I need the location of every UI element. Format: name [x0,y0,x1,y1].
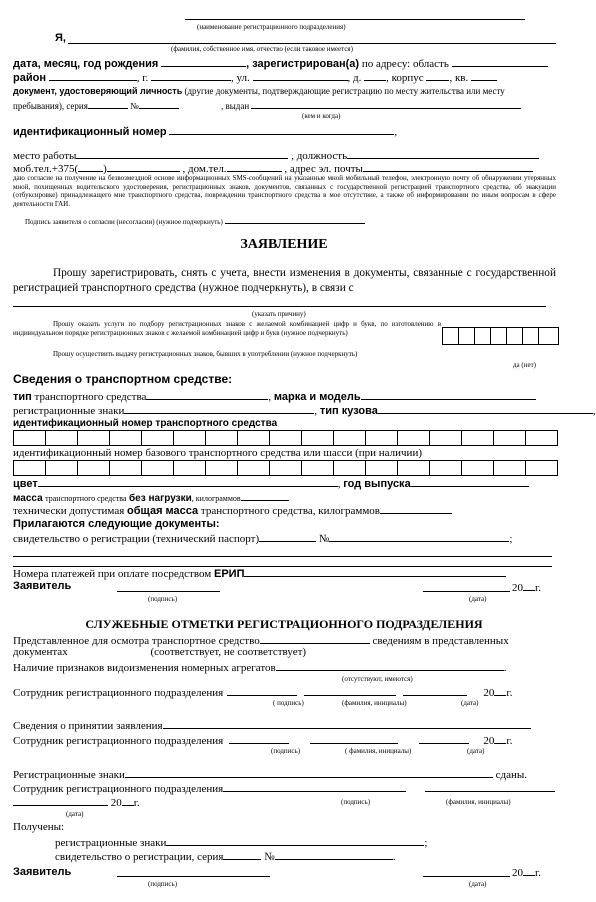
used-plates-text: Прошу осуществить выдачу регистрационных знаков, бывших в употреблении (нужное подчеркнуть) [53,350,358,358]
statement-text: Прошу зарегистрировать, снять с учета, внести изменения в документы, связанные с государственной регистрацией транспортного средства (нужное подчеркнуть), в связи с [13,267,556,294]
officer3-sign-caption: (подпись) [341,798,371,806]
officer3-date-row: 20 г. [13,795,556,810]
accept-row: Сведения о принятии заявления [13,718,556,733]
address-row: район , г. , ул. , д. , корпус , кв. [13,70,556,85]
consent-sign: Подпись заявителя о согласии (несогласии) (нужное подчеркнуть) [25,216,365,226]
id-doc-row: документ, удостоверяющий личность (другие документы, подтверждающие регистрацию по месту жительства или месту [13,86,505,96]
max-mass-row: технически допустимая общая масса транспортного средства, килограммов [13,503,556,518]
payments-row: Номера платежей при оплате посредством ЕРИП [13,566,556,581]
officer2-fio-caption: ( фамилия, инициалы) [345,747,412,755]
recv-plates-row: регистрационные знаки ; [55,837,428,849]
type-row: тип транспортного средства , марка и модель [13,389,556,404]
vin-label: идентификационный номер транспортного средства [13,418,278,429]
applicant2-date-caption: (дата) [469,880,487,888]
plate-service-text: Прошу оказать услуги по подбору регистрационных знаков с желаемой комбинацией цифр и букв, по изготовлению в индивидуальном порядке регистрационных знаков с желаемой комбинацией цифр и букв (нужное подчеркнуть) [13,320,441,337]
unit-name-line [185,19,525,20]
mass-row: масса транспортного средства без нагрузки, килограммов [13,490,556,505]
officer3-row: Сотрудник регистрационного подразделения [13,781,556,796]
chassis-label: идентификационный номер базового транспортного средства или шасси (при наличии) [13,447,422,459]
applicant-sign-line[interactable] [117,591,220,592]
vin-boxes[interactable] [13,430,558,446]
contacts-row: моб.тел.+375( ) , дом.тел. , адрес эл. почты [13,161,556,176]
stay-row: пребывания), серия № , выдан [13,98,556,113]
unit-caption: (наименование регистрационного подразделения) [197,23,346,31]
applicant-date-line[interactable] [423,591,510,592]
officer2-row: Сотрудник регистрационного подразделения 20 г. [13,735,513,747]
officer-date-caption: (дата) [461,699,479,707]
fio-line[interactable] [68,43,556,44]
plate-combination-boxes[interactable] [442,327,559,345]
idnum-row: идентификационный номер , [13,126,398,138]
work-row: место работы , должность [13,148,556,163]
signs-caption: (отсутствуют, имеются) [342,675,413,683]
plates-row: регистрационные знаки , тип кузова , [13,405,596,417]
date-caption: (дата) [469,595,487,603]
applicant2-date-line[interactable] [423,876,510,877]
officer3-fio-caption: (фамилия, инициалы) [446,798,511,806]
consent-text: даю согласие на получение на безвозмездной основе информационных SMS-сообщений на указанные мной мобильный телефон, электронную почту об обнаружении утерянных мной, похищенных водительского удостоверения, регистрационных знаков, документов, связанных с государственной регистрацией транспортного средства, об эвакуации (отбуксировке) принадлежащего мне транспортного средства, повреждении транспортного средства в мое отсутствие, а также об информировании по иным вопросам в сфере деятельности ГАИ. [13,174,556,208]
issued-caption: (кем и когда) [302,112,341,120]
dob-row: дата, месяц, год рождения , зарегистрирован(а) по адресу: область [13,56,556,71]
statement-title: ЗАЯВЛЕНИЕ [240,237,328,252]
reason-caption: (указать причину) [252,310,306,318]
yes-no: да (нет) [513,361,536,369]
signs-row: Наличие признаков видоизменения номерных агрегатов . [13,662,507,674]
vehicle-heading: Сведения о транспортном средстве: [13,372,233,386]
received-label: Получены: [13,821,65,833]
attached-heading: Прилагаются следующие документы: [13,518,220,530]
recv-cert-row: свидетельство о регистрации, серия № . [55,851,396,863]
applicant-year: 20 г. [512,582,542,594]
sign-caption: (подпись) [148,595,178,603]
fio-caption: (фамилия, собственное имя, отчество (если таковое имеется) [171,45,353,53]
applicant2-sign-caption: (подпись) [148,880,178,888]
officer-row: Сотрудник регистрационного подразделения 20 г. [13,687,513,699]
applicant2-year: 20 г. [512,867,542,879]
docs-line-1[interactable] [13,556,552,557]
applicant2-label: Заявитель [13,866,72,878]
reason-line[interactable] [13,306,546,307]
officer3-date-caption: (дата) [66,810,84,818]
color-row: цвет , год выпуска [13,476,556,491]
chassis-boxes[interactable] [13,460,558,476]
applicant2-sign-line[interactable] [117,876,270,877]
office-title: СЛУЖЕБНЫЕ ОТМЕТКИ РЕГИСТРАЦИОННОГО ПОДРАЗДЕЛЕНИЯ [85,617,483,631]
cert-row: свидетельство о регистрации (технический паспорт) № ; [13,533,513,545]
i-label: Я, [55,32,66,44]
officer-sign-caption: ( подпись) [273,699,304,707]
applicant-label: Заявитель [13,580,72,592]
officer-fio-caption: (фамилия, инициалы) [342,699,407,707]
presented-row: Представленное для осмотра транспортное средство сведениям в представленных [13,635,509,647]
plates-handed-row: Регистрационные знаки сданы. [13,769,528,781]
officer2-sign-caption: (подпись) [271,747,301,755]
docs-row: документах (соответствует, не соответствует) [13,646,307,658]
officer2-date-caption: (дата) [467,747,485,755]
